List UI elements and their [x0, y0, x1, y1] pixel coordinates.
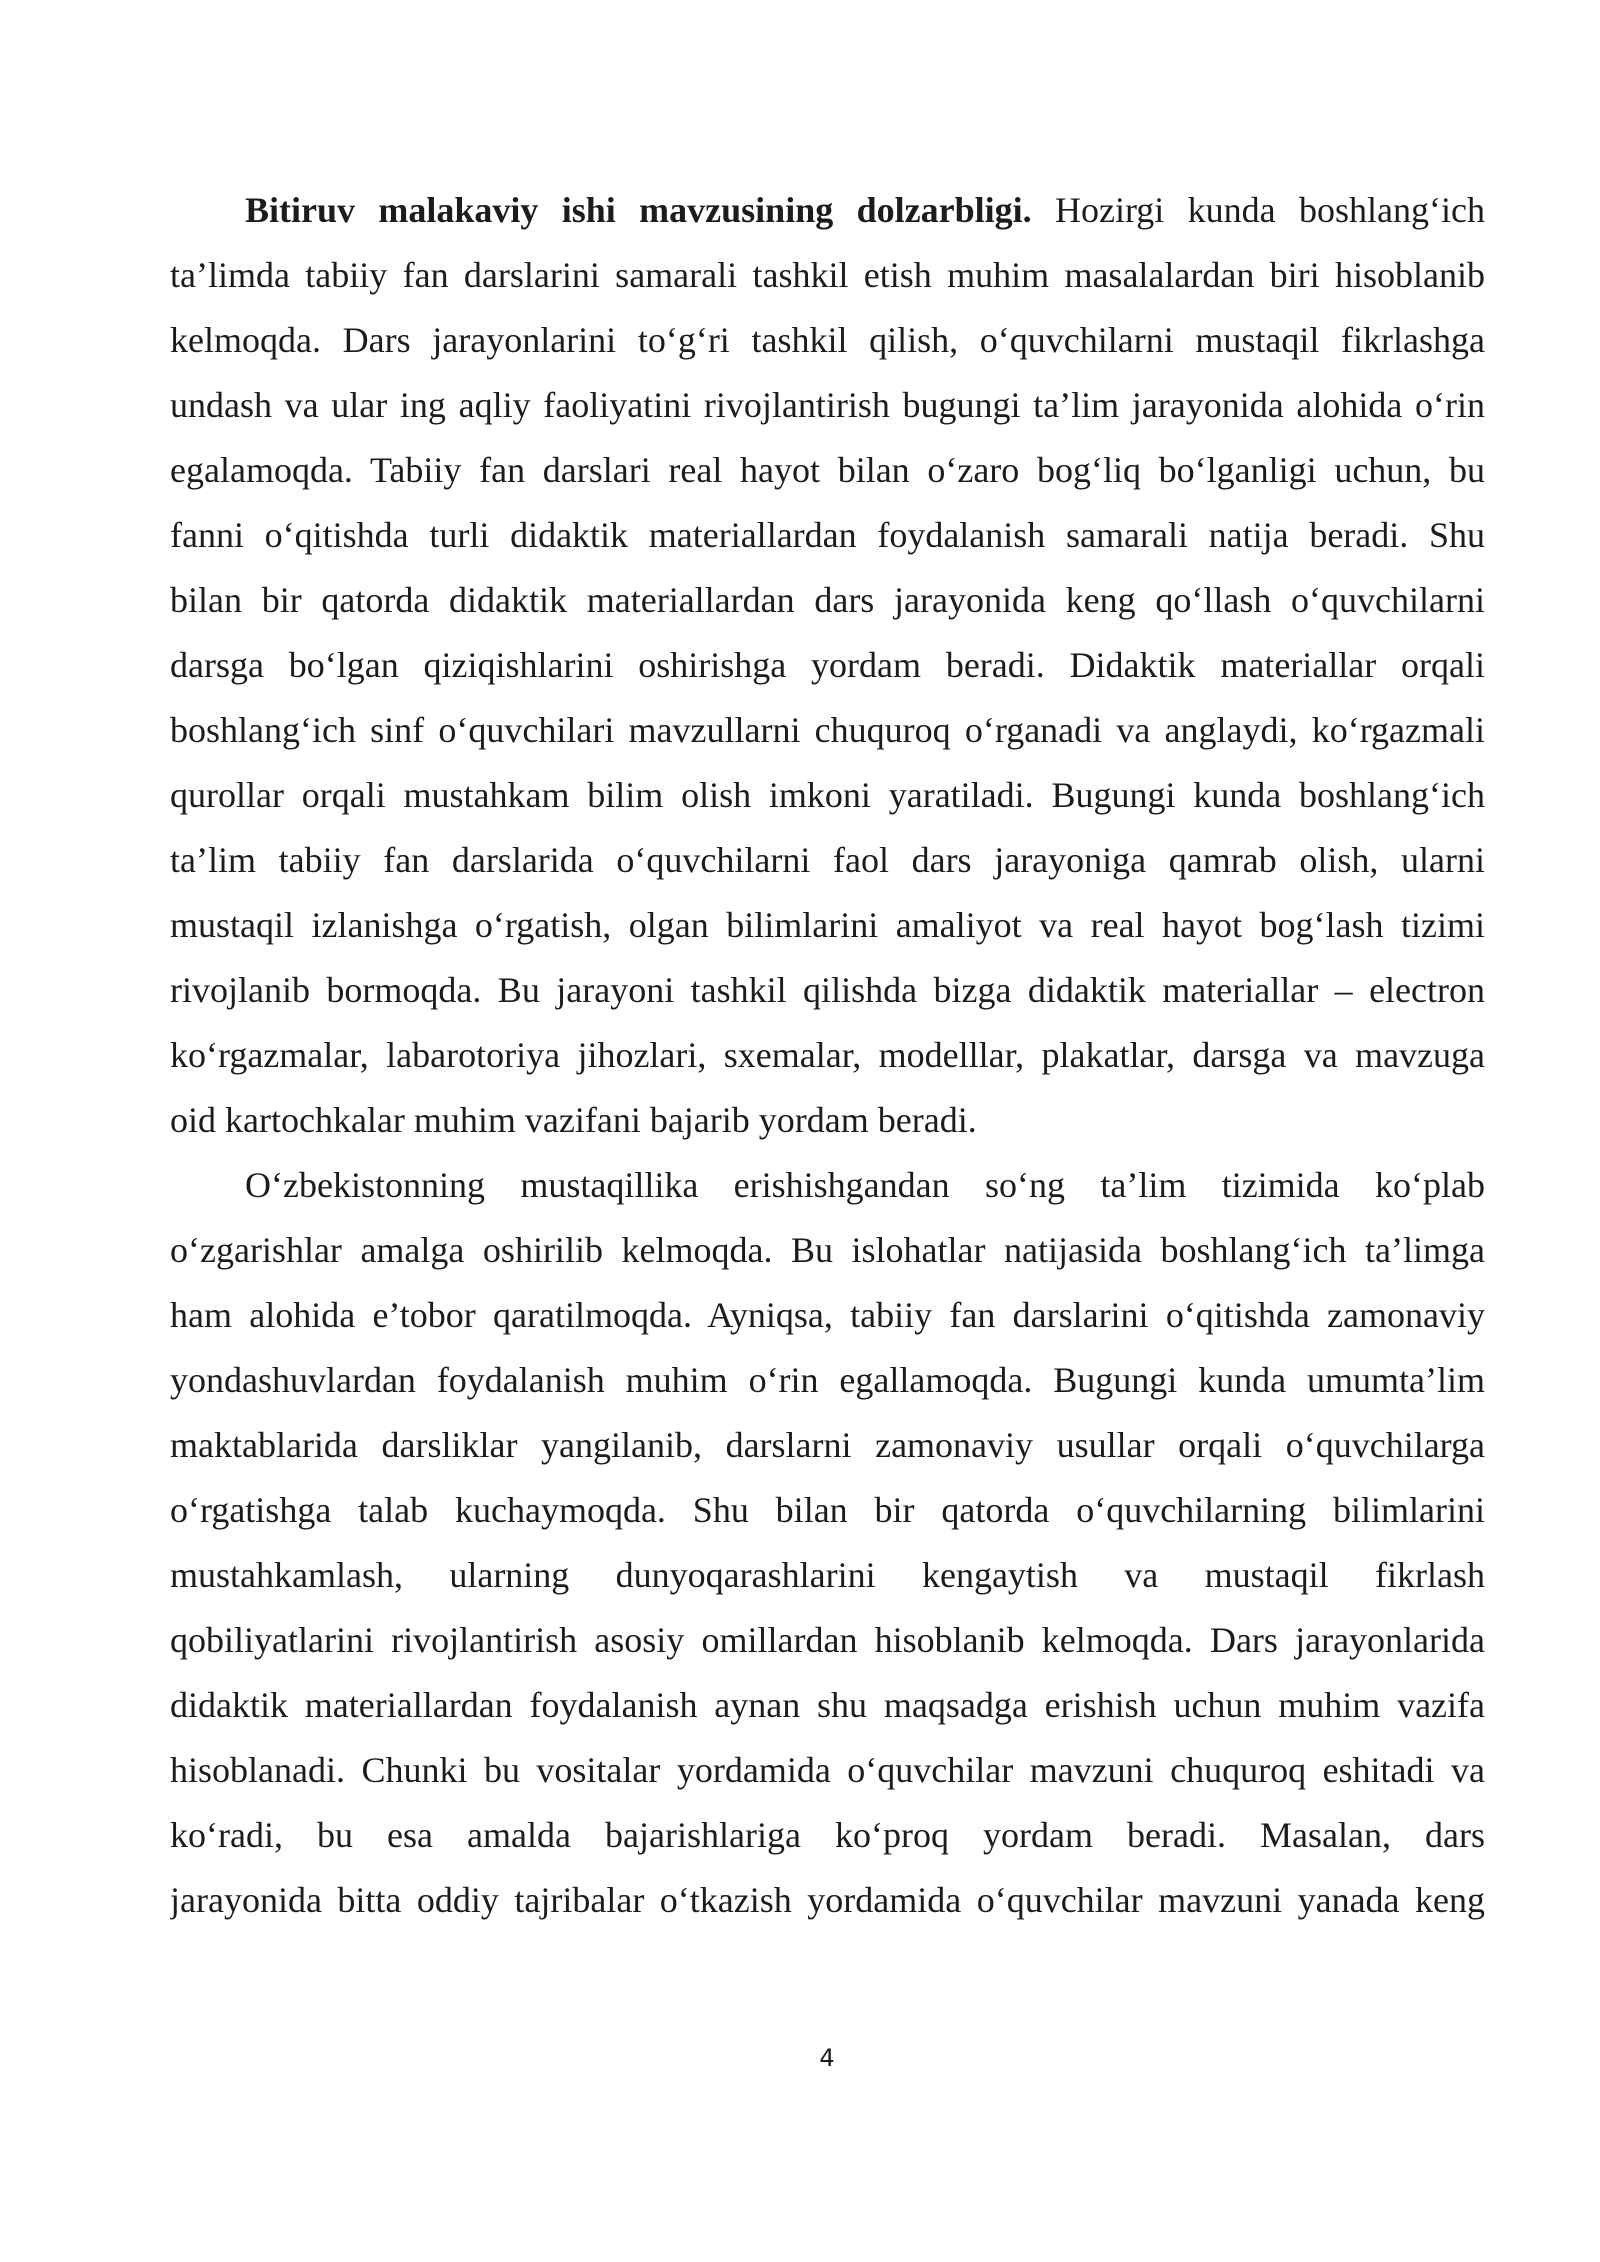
paragraph-reforms	[170, 1153, 1485, 1933]
text-line: ko‘rgazmalar, labarotoriya jihozlari, sxemalar, modelllar, plakatlar, darsga va mavzuga	[170, 1035, 1485, 1075]
text-line: ham alohida e’tobor qaratilmoqda. Ayniqsa, tabiiy fan darslarini o‘qitishda zamonaviy	[170, 1295, 1485, 1335]
text-line: ta’lim tabiiy fan darslarida o‘quvchilarni faol dars jarayoniga qamrab olish, ularni	[170, 840, 1485, 880]
text-line: bilan bir qatorda didaktik materiallardan dars jarayonida keng qo‘llash o‘quvchilarni	[170, 580, 1485, 620]
text-line: o‘rgatishga talab kuchaymoqda. Shu bilan bir qatorda o‘quvchilarning bilimlarini	[170, 1490, 1485, 1530]
text-line: boshlang‘ich sinf o‘quvchilari mavzullarni chuquroq o‘rganadi va anglaydi, ko‘rgazmali	[170, 710, 1485, 750]
text-line: o‘zgarishlar amalga oshirilib kelmoqda. Bu islohatlar natijasida boshlang‘ich ta’limga	[170, 1230, 1485, 1270]
text-line: hisoblanadi. Chunki bu vositalar yordamida o‘quvchilar mavzuni chuquroq eshitadi va	[170, 1750, 1485, 1790]
body-text	[170, 178, 1485, 1933]
text-line: fanni o‘qitishda turli didaktik materiallardan foydalanish samarali natija beradi. Shu	[170, 515, 1485, 555]
text-line: jarayonida bitta oddiy tajribalar o‘tkazish yordamida o‘quvchilar mavzuni yanada keng	[170, 1880, 1485, 1920]
text-line: maktablarida darsliklar yangilanib, darslarni zamonaviy usullar orqali o‘quvchilarga	[170, 1425, 1485, 1465]
text-line: O‘zbekistonning mustaqillika erishishgandan so‘ng ta’lim tizimida ko‘plab	[245, 1165, 1485, 1205]
text-line: undash va ular ing aqliy faoliyatini rivojlantirish bugungi ta’lim jarayonida alohida o‘rin	[170, 385, 1485, 425]
text-line: oid kartochkalar muhim vazifani bajarib yordam beradi.	[170, 1100, 977, 1140]
text-line: yondashuvlardan foydalanish muhim o‘rin egallamoqda. Bugungi kunda umumta’lim	[170, 1360, 1485, 1400]
text-line: rivojlanib bormoqda. Bu jarayoni tashkil qilishda bizga didaktik materiallar – electron	[170, 970, 1485, 1010]
text-line	[170, 178, 1485, 243]
text-line: didaktik materiallardan foydalanish aynan shu maqsadga erishish uchun muhim vazifa	[170, 1685, 1485, 1725]
text-line: darsga bo‘lgan qiziqishlarini oshirishga yordam beradi. Didaktik materiallar orqali	[170, 645, 1485, 685]
section-heading-inline: Bitiruv malakaviy ishi mavzusining dolzarbligi.	[245, 190, 1032, 230]
page-number: 4	[819, 2044, 835, 2072]
text-line: mustahkamlash, ularning dunyoqarashlarini kengaytish va mustaqil fikrlash	[170, 1555, 1485, 1595]
text-line: qurollar orqali mustahkam bilim olish imkoni yaratiladi. Bugungi kunda boshlang‘ich	[170, 775, 1485, 815]
text-line: ta’limda tabiiy fan darslarini samarali tashkil etish muhim masalalardan biri hisoblanib	[170, 255, 1485, 295]
text-line: kelmoqda. Dars jarayonlarini to‘g‘ri tashkil qilish, o‘quvchilarni mustaqil fikrlashga	[170, 320, 1485, 360]
text-line: mustaqil izlanishga o‘rgatish, olgan bilimlarini amaliyot va real hayot bog‘lash tizimi	[170, 905, 1485, 945]
paragraph-relevance	[170, 178, 1485, 1153]
text-line: ko‘radi, bu esa amalda bajarishlariga ko‘proq yordam beradi. Masalan, dars	[170, 1815, 1485, 1855]
text-line: egalamoqda. Tabiiy fan darslari real hayot bilan o‘zaro bog‘liq bo‘lganligi uchun, bu	[170, 450, 1485, 490]
text-line: qobiliyatlarini rivojlantirish asosiy omillardan hisoblanib kelmoqda. Dars jarayonlarida	[170, 1620, 1485, 1660]
text-run: Hozirgi kunda boshlang‘ich	[1054, 190, 1485, 230]
